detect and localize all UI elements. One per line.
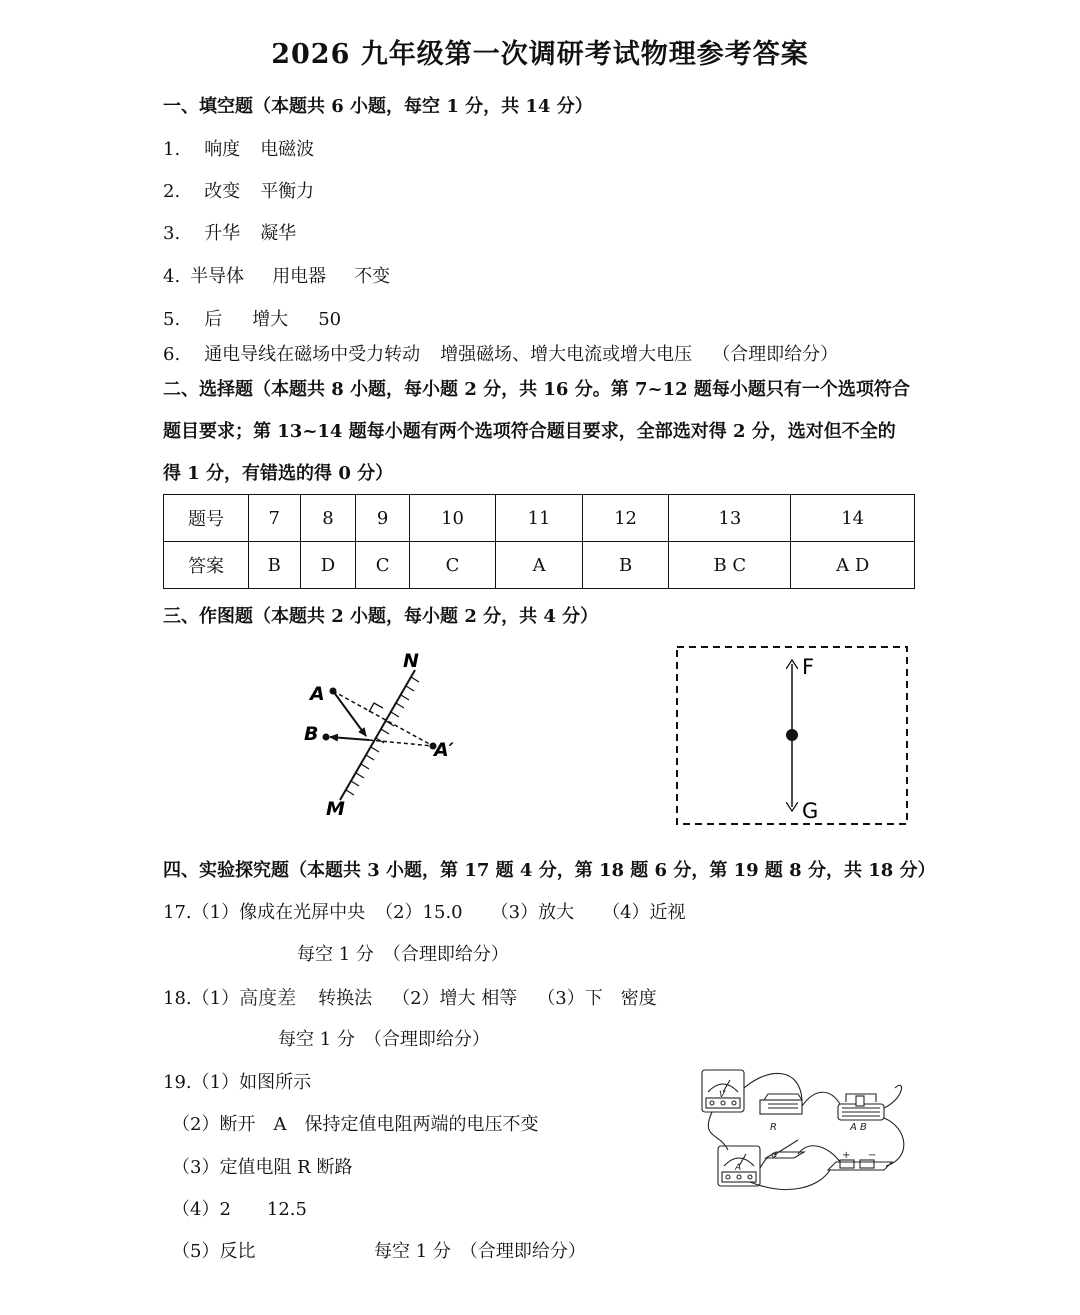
answer-line-2 [163,177,314,203]
point-b [323,734,330,741]
battery-minus-label: − [868,1150,877,1161]
answer: 增强磁场、增大电流或增大电压 [440,344,693,365]
table-cell: B [582,542,669,589]
table-cell: 13 [669,495,791,542]
table-cell: 12 [582,495,669,542]
resistor [760,1094,802,1114]
q18-part1: （1） [191,988,240,1009]
answer: 升华 [204,223,241,244]
label-f: F [802,655,815,679]
reflected-ray [330,737,369,740]
label-g: G [802,799,819,823]
mirror-diagram [295,640,465,820]
q18-note: 每空 1 分 （合理即给分） [278,1029,490,1050]
force-diagram [672,642,912,828]
answer: 增大 [252,309,289,330]
table-cell: C [409,542,496,589]
incident-ray [333,691,366,736]
table-cell: 8 [300,495,356,542]
wire [798,1146,840,1162]
item-number: 6. [163,344,181,365]
wire [884,1118,904,1166]
battery-plus-label: + [842,1150,851,1161]
table-cell: C [356,542,409,589]
q18-part3: （3）下 密度 [537,988,657,1009]
q19-line3: （3）定值电阻 R 断路 [172,1157,353,1178]
answer-line-4 [163,262,390,288]
answer: 改变 [204,181,241,202]
q17-part4: （4）近视 [602,902,686,923]
answer: 通电导线在磁场中受力转动 [204,344,421,365]
table-cell: A D [791,542,915,589]
battery [828,1160,892,1170]
q17-number: 17. [163,902,192,923]
table-row [164,495,915,542]
q17-line [163,898,686,924]
q17-part1: （1）像成在光屏中央 [191,902,366,923]
q19-part1: （1）如图所示 [191,1072,312,1093]
item-number: 3. [163,223,181,244]
section4-heading: 四、实验探究题（本题共 3 小题，第 17 题 4 分，第 18 题 6 分，第 19 题 8 分，共 18 分） [163,860,936,881]
q19-number: 19. [163,1072,192,1093]
section2-heading-line2: 题目要求；第 13~14 题每小题有两个选项符合题目要求，全部选对得 2 分，选对但不全的 [163,421,896,442]
section2-heading-line3: 得 1 分，有错选的得 0 分） [163,463,394,484]
mirror-hatching [346,677,419,795]
table-cell: A [496,542,583,589]
table-row [164,542,915,589]
mirror-line [340,670,415,800]
answer-line-1 [163,135,314,161]
wire [750,1170,830,1190]
switch [766,1140,804,1158]
rheostat [838,1094,884,1120]
table-cell: 9 [356,495,409,542]
table-cell: 10 [409,495,496,542]
answer: 平衡力 [260,181,315,202]
q19-line1 [163,1068,311,1094]
q18-part1-answer2: 转换法 [318,988,373,1009]
section1-heading: 一、填空题（本题共 6 小题，每空 1 分，共 14 分） [163,96,593,117]
q19-line5: （5）反比 [172,1241,256,1262]
item-number: 1. [163,139,181,160]
virtual-ray-dashed-line [369,740,433,746]
wire [884,1085,901,1108]
answer: 电磁波 [260,139,315,160]
item-number: 4. [163,266,181,287]
table-cell: B [249,542,301,589]
rheostat-terminal-labels: A B [850,1122,867,1133]
table-header: 题号 [164,495,249,542]
answer-table [163,494,915,589]
q17-note: 每空 1 分 （合理即给分） [297,944,509,965]
ammeter-label: A [735,1163,742,1173]
table-cell: 14 [791,495,915,542]
q18-part1-answer: 高度差 [239,987,297,1009]
q18-number: 18. [163,988,192,1009]
label-a-image: A′ [434,739,454,761]
answer: 不变 [354,266,391,287]
table-cell: D [300,542,356,589]
q18-line [163,983,657,1010]
answer: 凝华 [260,223,297,244]
wire [760,1157,768,1168]
point-a [330,688,337,695]
table-cell: 7 [249,495,301,542]
q19-note: 每空 1 分 （合理即给分） [374,1241,586,1262]
section2-heading-line1: 二、选择题（本题共 8 小题，每小题 2 分，共 16 分。第 7~12 题每小题只有一个选项符合 [163,379,910,400]
wire [708,1112,728,1150]
circuit-diagram [690,1058,915,1198]
page-title: 2026 九年级第一次调研考试物理参考答案 [271,39,809,70]
right-angle-mark [369,703,383,712]
wire [744,1073,802,1100]
q17-part3: （3）放大 [490,902,575,923]
table-cell: 11 [496,495,583,542]
label-n: N [403,650,419,672]
object-point [786,729,798,741]
answer: 后 [204,309,223,330]
label-m: M [326,798,345,820]
answer-line-6 [163,340,838,366]
item-number: 2. [163,181,181,202]
item-number: 5. [163,309,181,330]
voltmeter-label: V [719,1090,726,1100]
answer: 50 [318,309,342,330]
wire [802,1092,840,1106]
answer-line-3 [163,219,296,245]
label-a: A [310,683,325,705]
q19-line4: （4）2 12.5 [172,1199,307,1220]
table-cell: B C [669,542,791,589]
resistor-label: R [770,1122,777,1133]
q19-line2: （2）断开 A 保持定值电阻两端的电压不变 [172,1114,539,1135]
answer: 半导体 [190,266,245,287]
table-header: 答案 [164,542,249,589]
answer: 响度 [204,139,241,160]
q18-part2: （2）增大 相等 [392,988,518,1009]
section3-heading: 三、作图题（本题共 2 小题，每小题 2 分，共 4 分） [163,606,599,627]
answer-line-5 [163,305,341,331]
answer: 用电器 [272,266,327,287]
answer-note: （合理即给分） [712,344,839,365]
label-b: B [304,723,319,745]
q17-part2: （2）15.0 [375,902,463,923]
